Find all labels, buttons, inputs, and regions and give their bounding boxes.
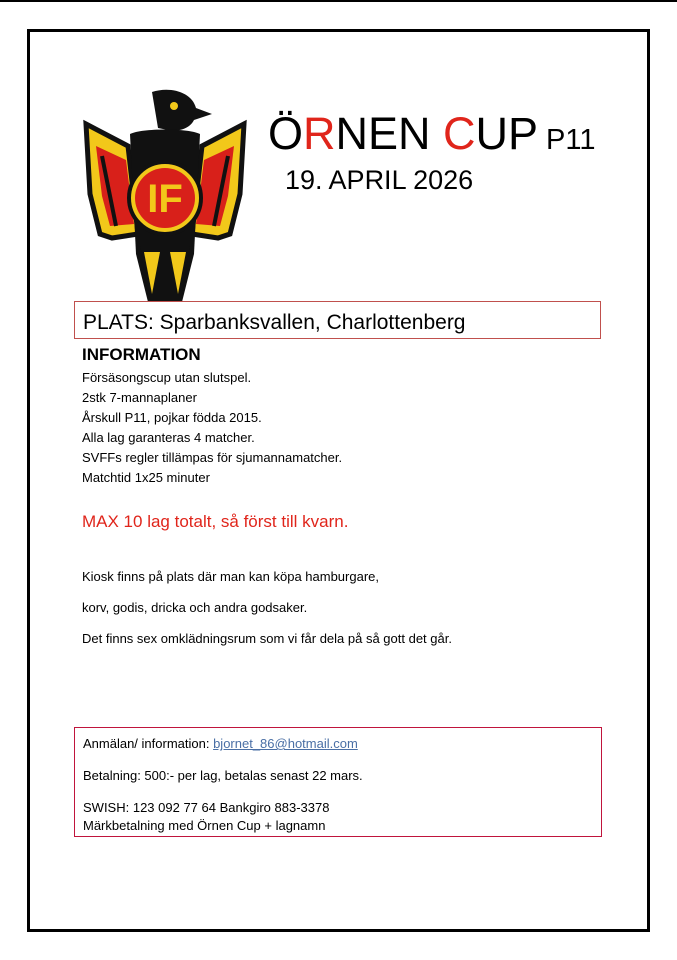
title-part4: C xyxy=(443,108,476,159)
title-part1: Ö xyxy=(268,108,304,159)
information-line: 2stk 7-mannaplaner xyxy=(82,390,197,405)
information-line: Alla lag garanteras 4 matcher. xyxy=(82,430,255,445)
kiosk-line: Kiosk finns på plats där man kan köpa hamburgare, xyxy=(82,569,380,584)
emblem-letters: IF xyxy=(147,177,183,221)
max-teams-notice: MAX 10 lag totalt, så först till kvarn. xyxy=(82,512,349,531)
information-line: Försäsongscup utan slutspel. xyxy=(82,370,252,385)
email-link[interactable]: bjornet_86@hotmail.com xyxy=(213,736,358,751)
place-box xyxy=(74,301,601,339)
contact-box xyxy=(74,727,602,837)
title-part5: UP xyxy=(475,108,539,159)
eagle-emblem-icon xyxy=(82,84,248,304)
swish-line: SWISH: 123 092 77 64 Bankgiro 883-3378 xyxy=(83,800,330,815)
kiosk-line: korv, godis, dricka och andra godsaker. xyxy=(82,600,308,615)
event-date: 19. APRIL 2026 xyxy=(285,165,474,195)
information-line: SVFFs regler tillämpas för sjumannamatcher. xyxy=(82,450,343,465)
kiosk-line: Det finns sex omklädningsrum som vi får dela på så gott det går. xyxy=(82,631,452,646)
registration-label: Anmälan/ information: xyxy=(83,736,214,751)
page-title xyxy=(268,108,596,166)
marking-line: Märkbetalning med Örnen Cup + lagnamn xyxy=(83,818,326,833)
class-label: P11 xyxy=(546,124,596,156)
top-border xyxy=(0,0,677,2)
registration-line xyxy=(83,736,358,752)
payment-line: Betalning: 500:- per lag, betalas senast 22 mars. xyxy=(83,768,363,783)
information-line: Årskull P11, pojkar födda 2015. xyxy=(82,410,262,425)
information-heading: INFORMATION xyxy=(82,345,201,364)
place-text: PLATS: Sparbanksvallen, Charlottenberg xyxy=(83,311,466,334)
information-list xyxy=(82,368,342,488)
title-part3: NEN xyxy=(335,108,444,159)
information-line: Matchtid 1x25 minuter xyxy=(82,470,210,485)
title-part2: R xyxy=(303,108,336,159)
